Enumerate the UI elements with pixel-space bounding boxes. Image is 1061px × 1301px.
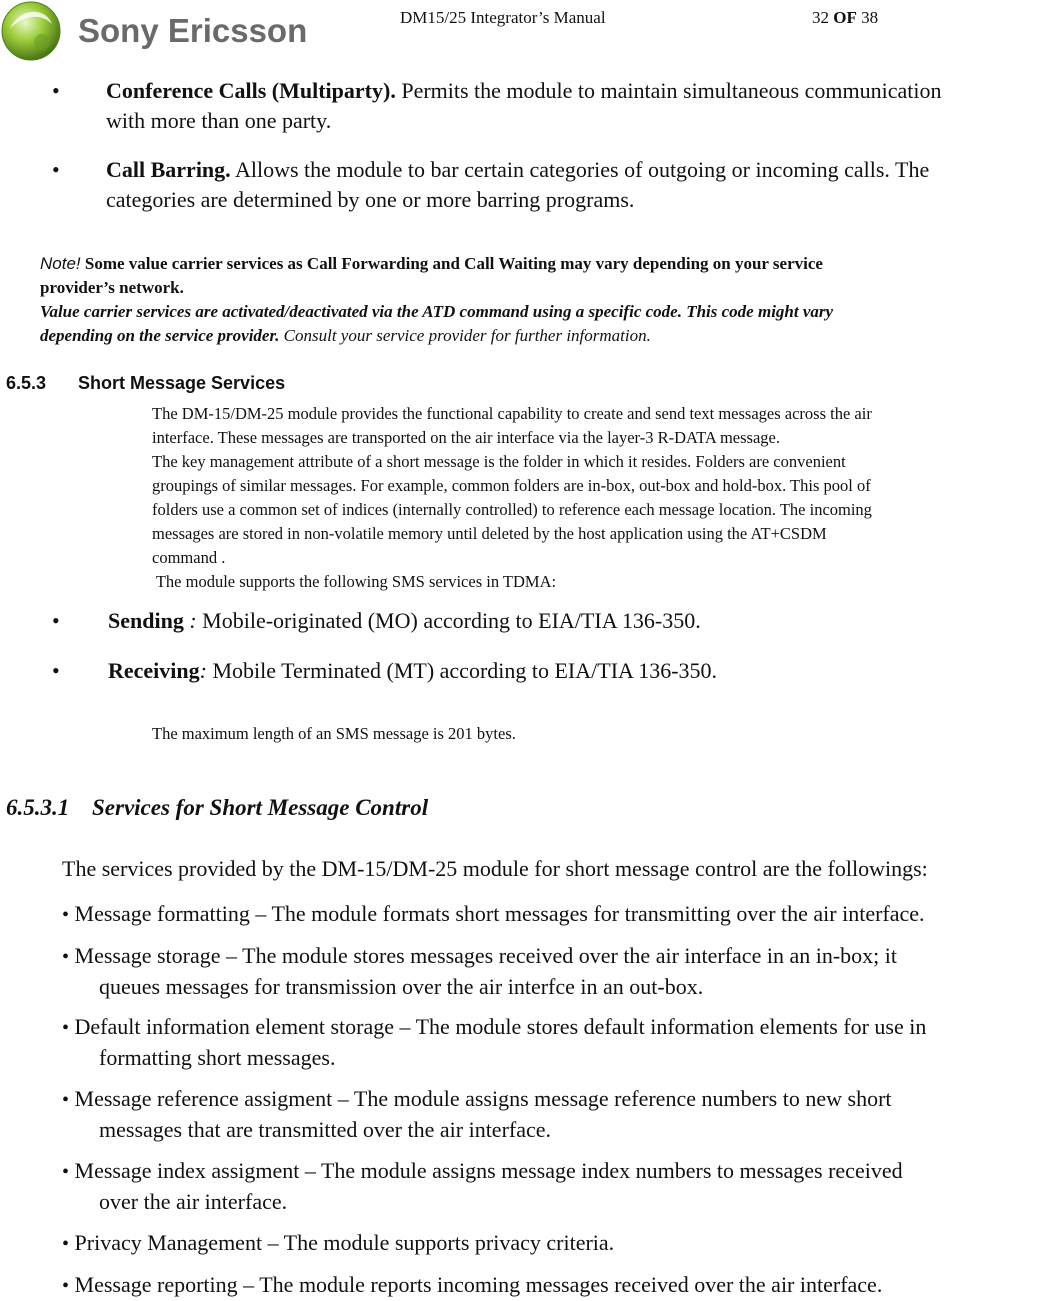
service-item: • Message index assigment – The module assigns message index numbers to messages received over the air interface. (62, 1158, 903, 1214)
subsection-title: Services for Short Message Control (92, 795, 429, 820)
section-number: 6.5.3 (6, 373, 47, 393)
note-label: Note! (40, 254, 81, 273)
bullet-sending: • (52, 608, 60, 633)
call-barring-text: Call Barring. Allows the module to bar certain categories of outgoing or incoming calls. The categories are determined by one or more barring programs. (106, 157, 930, 212)
service-item: • Privacy Management – The module supports privacy criteria. (62, 1230, 615, 1255)
page-number: 32 OF 38 (812, 8, 879, 27)
section-title: Short Message Services (78, 373, 286, 393)
max-length-text: The maximum length of an SMS message is 201 bytes. (152, 724, 516, 743)
manual-title: DM15/25 Integrator’s Manual (400, 8, 606, 27)
bullet-receiving: • (52, 658, 60, 683)
logo-wordmark: Sony Ericsson (78, 12, 308, 49)
services-intro: The services provided by the DM-15/DM-25 module for short message control are the followings: (62, 856, 928, 881)
receiving-text: Receiving: Mobile Terminated (MT) according to EIA/TIA 136-350. (108, 658, 718, 683)
service-item: • Message formatting – The module formats short messages for transmitting over the air interface. (62, 901, 925, 926)
bullet-call-barring: • (52, 157, 60, 182)
sms-description: The DM-15/DM-25 module provides the functional capability to create and send text messages across the air interface. These messages are transported on the air interface via the layer-3 R-DATA message. The key management attribute of a short message is the folder in which it resides. Folders are convenient groupings of similar messages. For example, common folders are in-box, out-box and hold-box. This pool of folders use a common set of indices (internally controlled) to reference each message location. The incoming messages are stored in non-volatile memory until deleted by the host application using the AT+CSDM command . The module supports the following SMS services in TDMA: (152, 404, 872, 591)
service-item: • Default information element storage – The module stores default information elements for use in formatting short messages. (62, 1014, 927, 1070)
service-item: • Message storage – The module stores messages received over the air interface in an in-box; it queues messages for transmission over the air interfce in an out-box. (62, 943, 897, 999)
service-item: • Message reporting – The module reports incoming messages received over the air interface. (62, 1272, 883, 1297)
bullet-conference-calls: • (52, 78, 60, 103)
service-item: • Message reference assigment – The module assigns message reference numbers to new short messages that are transmitted over the air interface. (62, 1086, 892, 1142)
subsection-number: 6.5.3.1 (6, 795, 70, 820)
sony-ericsson-logo (0, 0, 310, 62)
sending-text: Sending : Mobile-originated (MO) according to EIA/TIA 136-350. (108, 608, 701, 633)
note-block: Note! Some value carrier services as Call Forwarding and Call Waiting may vary depending on your service provider’s network. Value carrier services are activated/deactivated via the ATD command using a specific code. This code might vary depending on the service provider. Consult your service provider for further information. (40, 254, 834, 345)
conference-calls-text: Conference Calls (Multiparty). Permits the module to maintain simultaneous communication with more than one party. (106, 78, 942, 133)
